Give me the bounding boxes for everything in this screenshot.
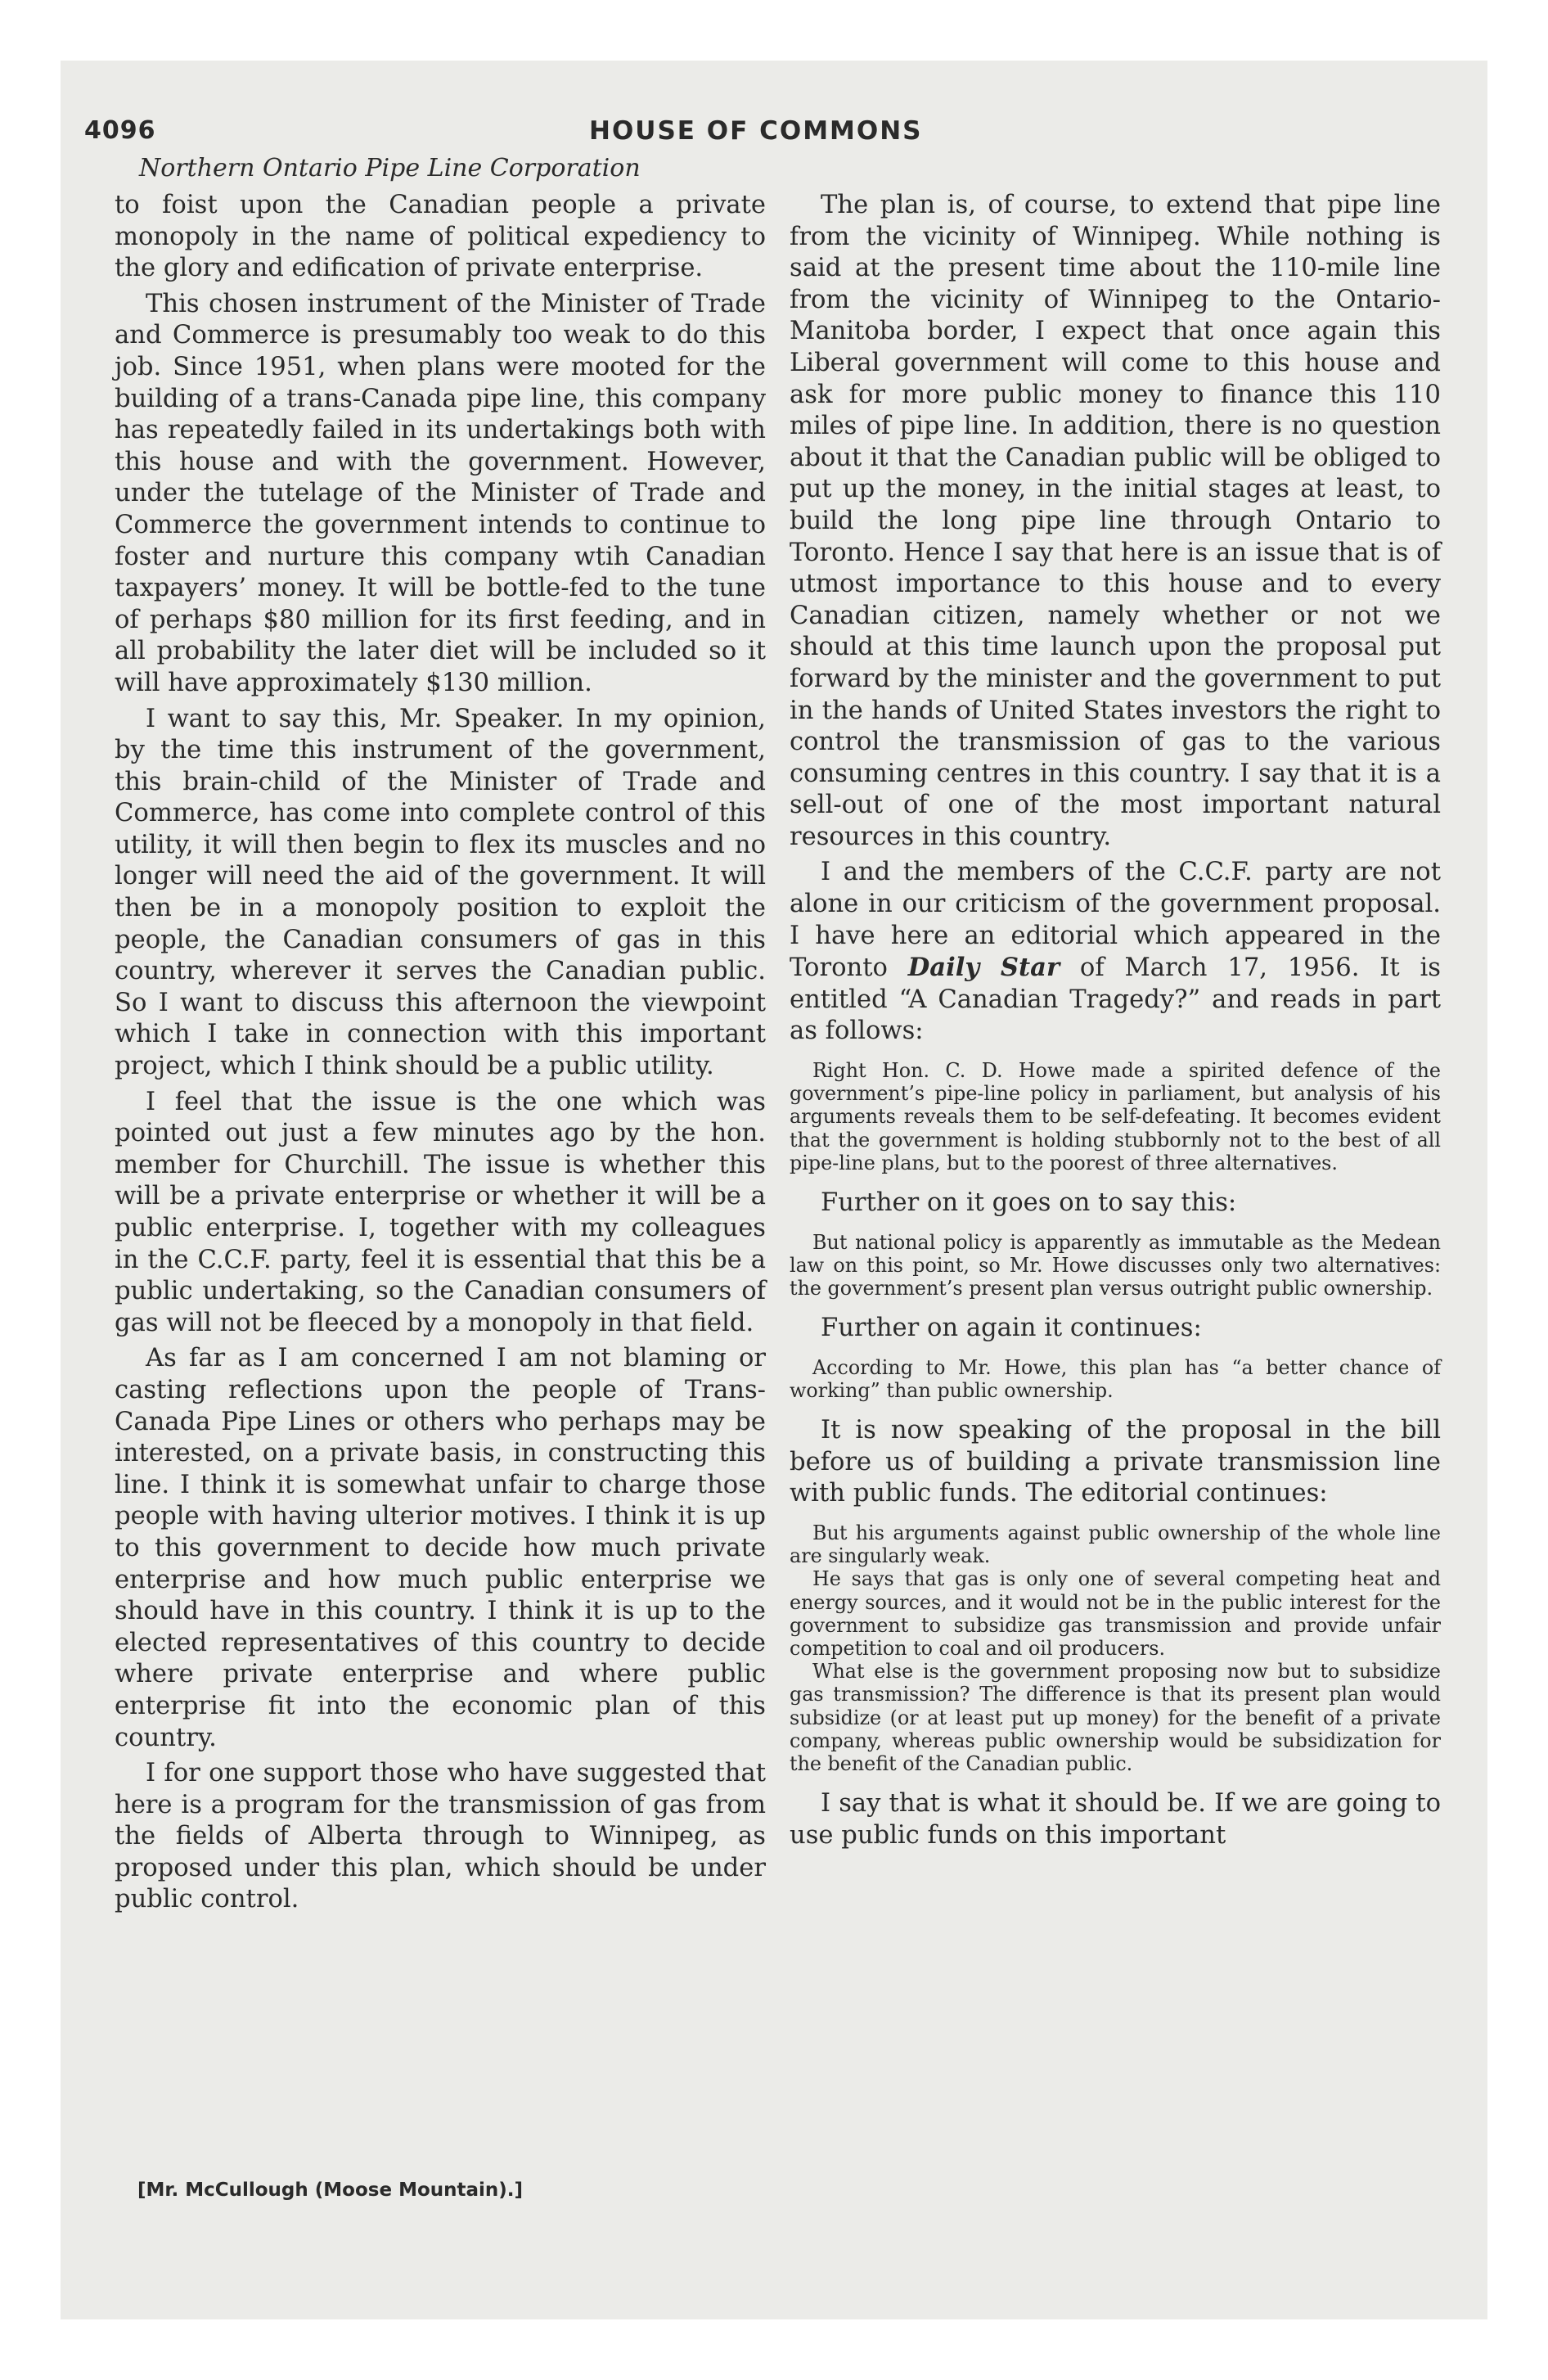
- left-column: [115, 190, 766, 1920]
- newspaper-title: Daily Star: [907, 953, 1060, 983]
- block-quote: [790, 1231, 1441, 1300]
- paragraph: [790, 857, 1441, 1048]
- paragraph: I feel that the issue is the one which was pointed out just a few minutes ago by the hon. member for Churchill. The issue is whether this will be a private enterprise or whether it will be a public enterprise. I, together with my colleagues in the C.C.F. party, feel it is essential that this be a public undertaking, so the Canadian consumers of gas will not be fleeced by a monopoly in that field.: [115, 1087, 766, 1337]
- paragraph-text: of March 17, 1956. It is entitled “A Canadian Tragedy?” and reads in part as follows:: [790, 953, 1441, 1046]
- right-column: [790, 190, 1441, 1855]
- paragraph: I for one support those who have suggested that here is a program for the transmission of gas from the fields of Alberta through to Winnipeg, as proposed under this plan, which should be under public control.: [115, 1759, 766, 1914]
- paragraph: The plan is, of course, to extend that pipe line from the vicinity of Winnipeg. While nothing is said at the present time about the 110-mile line from the vicinity of Winnipeg to the Ontario-Manitoba border, I expect that once again this Liberal government will come to this house and ask for more public money to finance this 110 miles of pipe line. In addition, there is no question about it that the Canadian public will be obliged to put up the money, in the initial stages at least, to build the long pipe line through Ontario to Toronto. Hence I say that here is an issue that is of utmost importance to this house and to every Canadian citizen, namely whether or not we should at this time launch upon the proposal put forward by the minister and the government to put in the hands of United States investors the right to control the transmission of gas to the various consuming centres in this country. I say that it is a sell-out of one of the most important natural resources in this country.: [790, 191, 1441, 851]
- page-header: HOUSE OF COMMONS: [589, 116, 923, 146]
- paragraph: to foist upon the Canadian people a private monopoly in the name of political expediency to the glory and edification of private enterprise.: [115, 191, 766, 283]
- paragraph: I want to say this, Mr. Speaker. In my opinion, by the time this instrument of the government, this brain-child of the Minister of Trade and Commerce, has come into complete control of this utility, it will then begin to flex its muscles and no longer will need the aid of the government. It will then be in a monopoly position to exploit the people, the Canadian consumers of gas in this country, wherever it serves the Canadian public. So I want to discuss this afternoon the viewpoint which I take in connection with this important project, which I think should be a public utility.: [115, 704, 766, 1081]
- paragraph: As far as I am concerned I am not blaming or casting reflections upon the people of Trans-Canada Pipe Lines or others who perhaps may be interested, on a private basis, in constructing this line. I think it is somewhat unfair to charge those people with having ulterior motives. I think it is up to this government to decide how much private enterprise and how much public enterprise we should have in this country. I think it is up to the elected representatives of this country to decide where private enterprise and where public enterprise fit into the economic plan of this country.: [115, 1344, 766, 1752]
- block-quote: [790, 1059, 1441, 1174]
- page-number: 4096: [84, 116, 156, 145]
- paragraph: I say that is what it should be. If we are going to use public funds on this important: [790, 1789, 1441, 1850]
- quote-text: According to Mr. Howe, this plan has “a better chance of working” than public ownership.: [790, 1355, 1441, 1403]
- quote-text: What else is the government proposing now but to subsidize gas transmission? The difference is that its present plan would subsidize (or at least put up money) for the benefit of a private company, whereas public ownership would be subsidization for the benefit of the Canadian public.: [790, 1660, 1441, 1776]
- quote-text: Right Hon. C. D. Howe made a spirited defence of the government’s pipe-line policy in parliament, but analysis of his arguments reveals them to be self-defeating. It becomes evident that the government is holding stubbornly not to the best of all pipe-line plans, but to the poorest of three alternatives.: [790, 1059, 1441, 1174]
- paragraph: Further on it goes on to say this:: [821, 1188, 1237, 1218]
- quote-text: But national policy is apparently as immutable as the Medean law on this point, so Mr. Howe discusses only two alternatives: the government’s present plan versus outright public ownership.: [790, 1230, 1441, 1300]
- paragraph: Further on again it continues:: [821, 1314, 1202, 1343]
- paragraph: It is now speaking of the proposal in the bill before us of building a private transmission line with public funds. The editorial continues:: [790, 1416, 1441, 1508]
- paragraph: This chosen instrument of the Minister of Trade and Commerce is presumably too weak to do this job. Since 1951, when plans were mooted for the building of a trans-Canada pipe line, this company has repeatedly failed in its undertakings both with this house and with the government. However, under the tutelage of the Minister of Trade and Commerce the government intends to continue to foster and nurture this company wtih Canadian taxpayers’ money. It will be bottle-fed to the tune of perhaps $80 million for its first feeding, and in all probability the later diet will be included so it will have approximately $130 million.: [115, 289, 766, 697]
- quote-text: He says that gas is only one of several competing heat and energy sources, and it would not be in the public interest for the government to subsidize gas transmission and provide unfair competition to coal and oil producers.: [790, 1567, 1441, 1661]
- subject-heading: Northern Ontario Pipe Line Corporation: [139, 154, 641, 183]
- speaker-attribution: [Mr. McCullough (Moose Mountain).]: [137, 2179, 524, 2201]
- paragraph-text: I and the members of the C.C.F. party are not alone in our criticism of the government proposal. I have here an editorial which appeared in the Toronto: [790, 858, 1441, 983]
- block-quote: [790, 1521, 1441, 1775]
- block-quote: [790, 1356, 1441, 1402]
- quote-text: But his arguments against public ownership of the whole line are singularly weak.: [790, 1521, 1441, 1568]
